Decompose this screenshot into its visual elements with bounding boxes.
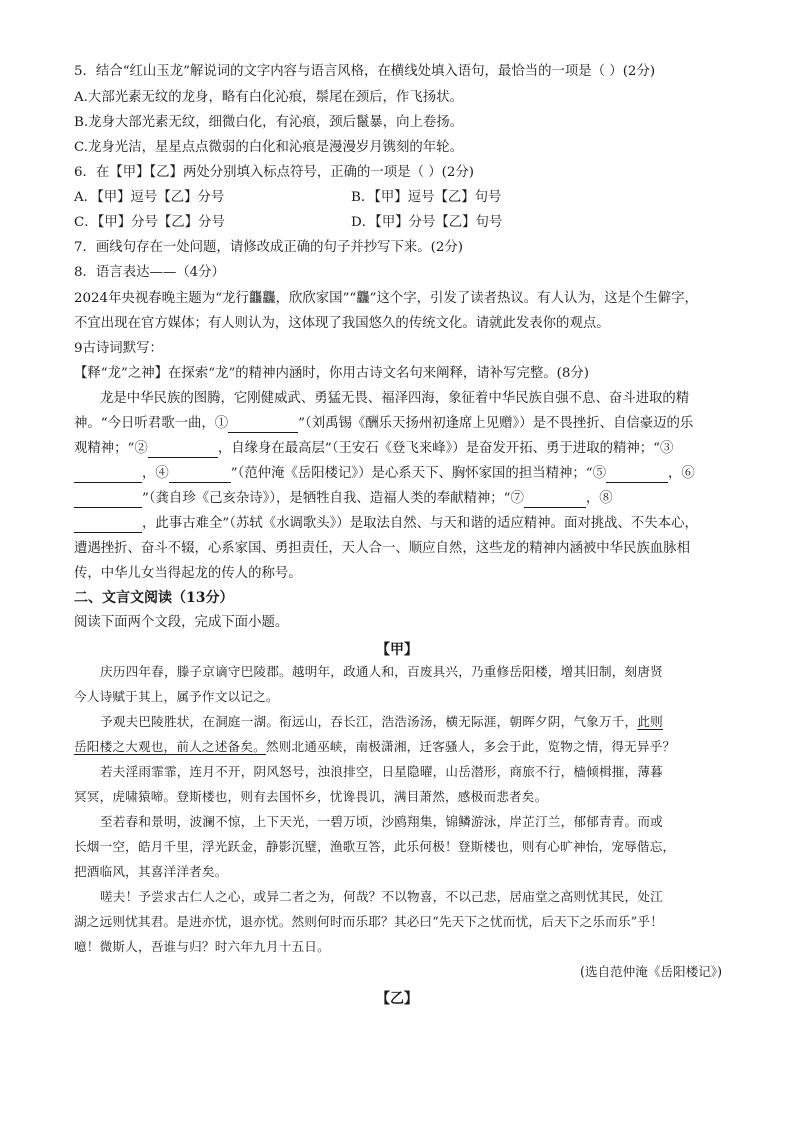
underlined-sentence-part-2: 岳阳楼之大观也，前人之述备矣。	[74, 739, 266, 754]
question-9-para-3: 观精神；“② ，自缘身在最高层”（王安石《登飞来峰》）是奋发开拓、勇于进取的精神；“③	[74, 441, 674, 456]
passage-line-3: 予观夫巴陵胜状，在洞庭一湖。衔远山，吞长江，浩浩汤汤，横无际涯，朝晖夕阴，气象万千，此则	[100, 714, 663, 729]
passage-line-1: 庆历四年春，滕子京谪守巴陵郡。越明年，政通人和，百废具兴，乃重修岳阳楼，增其旧制，刻唐贤	[100, 664, 663, 679]
passage-line-12: 噫！微斯人，吾谁与归？时六年九月十五日。	[74, 939, 330, 954]
section-2-instruction: 阅读下面两个文段，完成下面小题。	[74, 615, 289, 630]
passage-line-5: 若夫淫雨霏霏，连月不开，阴风怒号，浊浪排空，日星隐曜，山岳潜形，商旅不行，樯倾楫摧，薄暮	[100, 764, 663, 779]
passage-line-7: 至若春和景明，波澜不惊，上下天光，一碧万顷，沙鸥翔集，锦鳞游泳，岸芷汀兰，郁郁青青。而或	[100, 814, 663, 829]
passage-line-2: 今人诗赋于其上，属予作文以记之。	[74, 689, 279, 704]
passage-line-8: 长烟一空，皓月千里，浮光跃金，静影沉璧，渔歌互答，此乐何极！登斯楼也，则有心旷神怡，宠辱偕忘，	[74, 839, 676, 854]
question-6-option-b: B．【甲】逗号【乙】句号	[351, 190, 502, 205]
passage-line-11: 湖之远则忧其君。是进亦忧，退亦忧。然则何时而乐耶？其必曰“先天下之忧而忧，后天下之乐而乐”乎！	[74, 914, 663, 929]
fill-blank-4[interactable]	[169, 468, 231, 483]
question-6-row-1	[74, 189, 224, 207]
question-6-stem: 6．在【甲】【乙】两处分别填入标点符号，正确的一项是（ ）(2分)	[74, 165, 474, 180]
passage-line-6: 冥冥，虎啸猿啼。登斯楼也，则有去国怀乡，忧谗畏讥，满目萧然，感极而悲者矣。	[74, 789, 548, 804]
fill-blank-8[interactable]	[74, 518, 142, 533]
fill-blank-2[interactable]	[148, 443, 218, 458]
passage-yi-label: 【乙】	[376, 991, 418, 1007]
passage-source: (选自范仲淹《岳阳楼记》)	[579, 964, 722, 979]
question-8-line-1: 2024年央视春晚主题为“龙行龘龘，欣欣家国”“龘”这个字，引发了读者热议。有人认为，这是个生僻字，	[74, 291, 698, 306]
question-9-para-6: ，此事古难全”（苏轼《水调歌头》）是取法自然、与天和谐的适应精神。面对挑战、不失本心，	[74, 515, 698, 533]
question-9-para-5: ”（龚自珍《己亥杂诗》），是牺牲自我、造福人类的奉献精神；“⑦ ，⑧	[74, 490, 613, 508]
fill-blank-3[interactable]	[74, 468, 142, 483]
section-2-heading: 二、文言文阅读（13分）	[74, 590, 234, 606]
question-9-intro: 【释“龙”之神】在探索“龙”的精神内涵时，你用古诗文名句来阐释，请补写完整。(8分)	[74, 366, 590, 381]
question-9-para-8: 传，中华儿女当得起龙的传人的称号。	[74, 566, 302, 581]
passage-line-4: 岳阳楼之大观也，前人之述备矣。然则北通巫峡，南极潇湘，迁客骚人，多会于此，览物之情，得无异乎？	[74, 739, 676, 754]
fill-blank-1[interactable]	[228, 418, 298, 433]
fill-blank-7[interactable]	[524, 493, 586, 508]
question-9-para-4: ，④ ”（范仲淹《岳阳楼记》）是心系天下、胸怀家国的担当精神；“⑤ ，⑥	[74, 465, 695, 483]
question-5-stem: 5．结合“红山玉龙”解说词的文字内容与语言风格，在横线处填入语句，最恰当的一项是（ ）(2分)	[74, 64, 656, 79]
question-7: 7．画线句存在一处问题，请修改成正确的句子并抄写下来。(2分)	[74, 240, 464, 255]
question-6-option-d: D．【甲】分号【乙】句号	[351, 215, 503, 230]
question-6-option-c: C．【甲】分号【乙】分号	[74, 215, 225, 230]
question-8-line-2: 不宜出现在官方媒体；有人则认为，这体现了我国悠久的传统文化。请就此发表你的观点。	[74, 316, 610, 331]
question-9-para-1: 龙是中华民族的图腾，它刚健威武、勇猛无畏、福泽四海，象征着中华民族自强不息、奋斗进取的精	[100, 391, 690, 406]
question-9-para-7: 遭遇挫折、奋斗不辍，心系家国、勇担责任，天人合一、顺应自然，这些龙的精神内涵被中华民族血脉相	[74, 541, 690, 556]
passage-line-10: 嗟夫！予尝求古仁人之心，或异二者之为，何哉？不以物喜，不以己悲，居庙堂之高则忧其民，处江	[100, 889, 663, 904]
fill-blank-5[interactable]	[606, 468, 668, 483]
passage-line-9: 把酒临风，其喜洋洋者矣。	[74, 864, 228, 879]
question-5-option-c: C.龙身光洁，星星点点微弱的白化和沁痕是漫漫岁月镌刻的年轮。	[74, 140, 463, 155]
question-9-stem: 9古诗词默写：	[74, 341, 163, 356]
question-5-option-b: B.龙身大部光素无纹，细微白化，有沁痕，颈后鬣暴，向上卷扬。	[74, 115, 464, 130]
passage-jia-label: 【甲】	[376, 642, 418, 658]
question-6-option-a: A．【甲】逗号【乙】分号	[74, 190, 225, 205]
question-9-para-2: 神。“今日听君歌一曲，① ”（刘禹锡《酬乐天扬州初逢席上见赠》）是不畏挫折、自信豪迈的乐	[74, 416, 694, 431]
fill-blank-6[interactable]	[74, 493, 142, 508]
question-5-option-a: A.大部光素无纹的龙身，略有白化沁痕，鬃尾在颈后，作飞扬状。	[74, 90, 463, 105]
underlined-sentence-part-1: 此则	[637, 714, 663, 729]
question-8-stem: 8．语言表达——（4分）	[74, 265, 225, 280]
